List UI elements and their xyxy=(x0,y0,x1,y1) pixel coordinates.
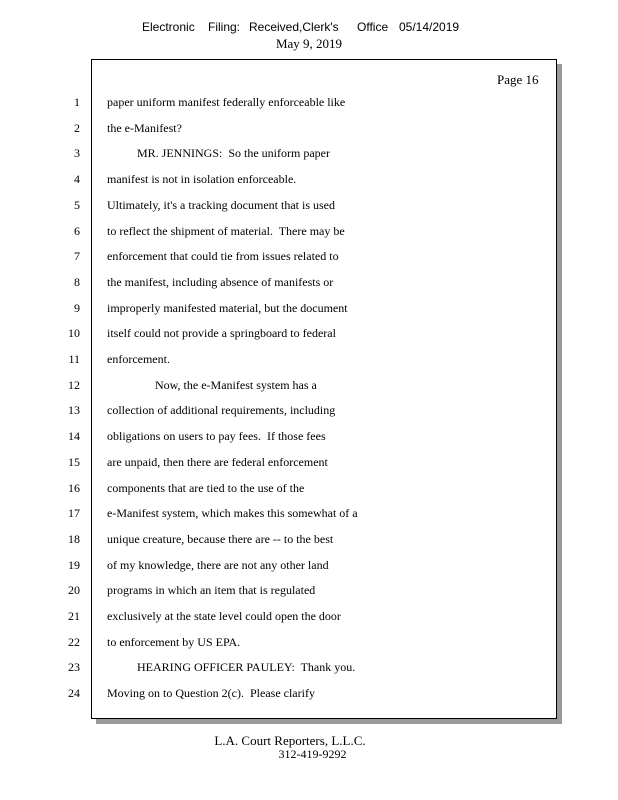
line-number: 22 xyxy=(68,635,80,649)
line-number: 11 xyxy=(68,352,80,366)
line-text: exclusively at the state level could open the door xyxy=(107,609,341,623)
line-text: HEARING OFFICER PAULEY: Thank you. xyxy=(107,660,356,674)
line-number: 18 xyxy=(68,532,80,546)
stamp-word-received: Received,Clerk's xyxy=(249,20,339,34)
line-text: programs in which an item that is regulated xyxy=(107,583,316,597)
line-number: 10 xyxy=(68,326,80,340)
line-text: MR. JENNINGS: So the uniform paper xyxy=(107,146,330,160)
line-text: itself could not provide a springboard to federal xyxy=(107,326,336,340)
line-number: 17 xyxy=(68,506,80,520)
transcript-date: May 9, 2019 xyxy=(275,36,343,51)
stamp-word-filing: Filing: xyxy=(208,20,241,34)
line-number: 4 xyxy=(74,172,80,186)
footer-phone: 312-419-9292 xyxy=(278,747,347,761)
footer-company: L.A. Court Reporters, L.L.C. xyxy=(214,733,366,748)
line-number: 3 xyxy=(74,146,80,160)
line-text: the e-Manifest? xyxy=(107,121,182,135)
line-text: to reflect the shipment of material. There may be xyxy=(107,224,345,238)
stamp-word-date: 05/14/2019 xyxy=(399,20,460,34)
line-number: 6 xyxy=(74,224,80,238)
line-text: manifest is not in isolation enforceable. xyxy=(107,172,297,186)
line-number: 7 xyxy=(74,249,80,263)
line-number: 24 xyxy=(68,686,80,700)
line-number: 23 xyxy=(68,660,80,674)
line-text: Moving on to Question 2(c). Please clarify xyxy=(107,686,315,700)
page-number: Page 16 xyxy=(497,72,539,87)
line-number: 21 xyxy=(68,609,80,623)
line-number: 2 xyxy=(74,121,80,135)
line-text: Ultimately, it's a tracking document that is used xyxy=(107,198,335,212)
line-text: e-Manifest system, which makes this somewhat of a xyxy=(107,506,358,520)
line-text: unique creature, because there are -- to the best xyxy=(107,532,334,546)
line-text: to enforcement by US EPA. xyxy=(107,635,241,649)
line-text: paper uniform manifest federally enforceable like xyxy=(107,95,346,109)
line-number: 1 xyxy=(74,95,80,109)
line-number: 20 xyxy=(68,583,80,597)
line-number: 12 xyxy=(68,378,80,392)
line-text: enforcement that could tie from issues related to xyxy=(107,249,339,263)
stamp-word-electronic: Electronic xyxy=(142,20,195,34)
line-text: enforcement. xyxy=(107,352,170,366)
line-text: components that are tied to the use of the xyxy=(107,481,305,495)
line-number: 5 xyxy=(74,198,80,212)
stamp-word-office: Office xyxy=(357,20,389,34)
line-text: are unpaid, then there are federal enforcement xyxy=(107,455,328,469)
line-number: 8 xyxy=(74,275,80,289)
line-number: 19 xyxy=(68,558,80,572)
line-text: obligations on users to pay fees. If those fees xyxy=(107,429,326,443)
line-number: 13 xyxy=(68,403,80,417)
line-text: collection of additional requirements, including xyxy=(107,403,336,417)
line-number: 16 xyxy=(68,481,80,495)
line-text: of my knowledge, there are not any other land xyxy=(107,558,329,572)
line-text: Now, the e-Manifest system has a xyxy=(107,378,317,392)
line-text: improperly manifested material, but the document xyxy=(107,301,348,315)
line-number: 14 xyxy=(68,429,80,443)
line-number: 15 xyxy=(68,455,80,469)
line-number: 9 xyxy=(74,301,80,315)
line-text: the manifest, including absence of manifests or xyxy=(107,275,334,289)
